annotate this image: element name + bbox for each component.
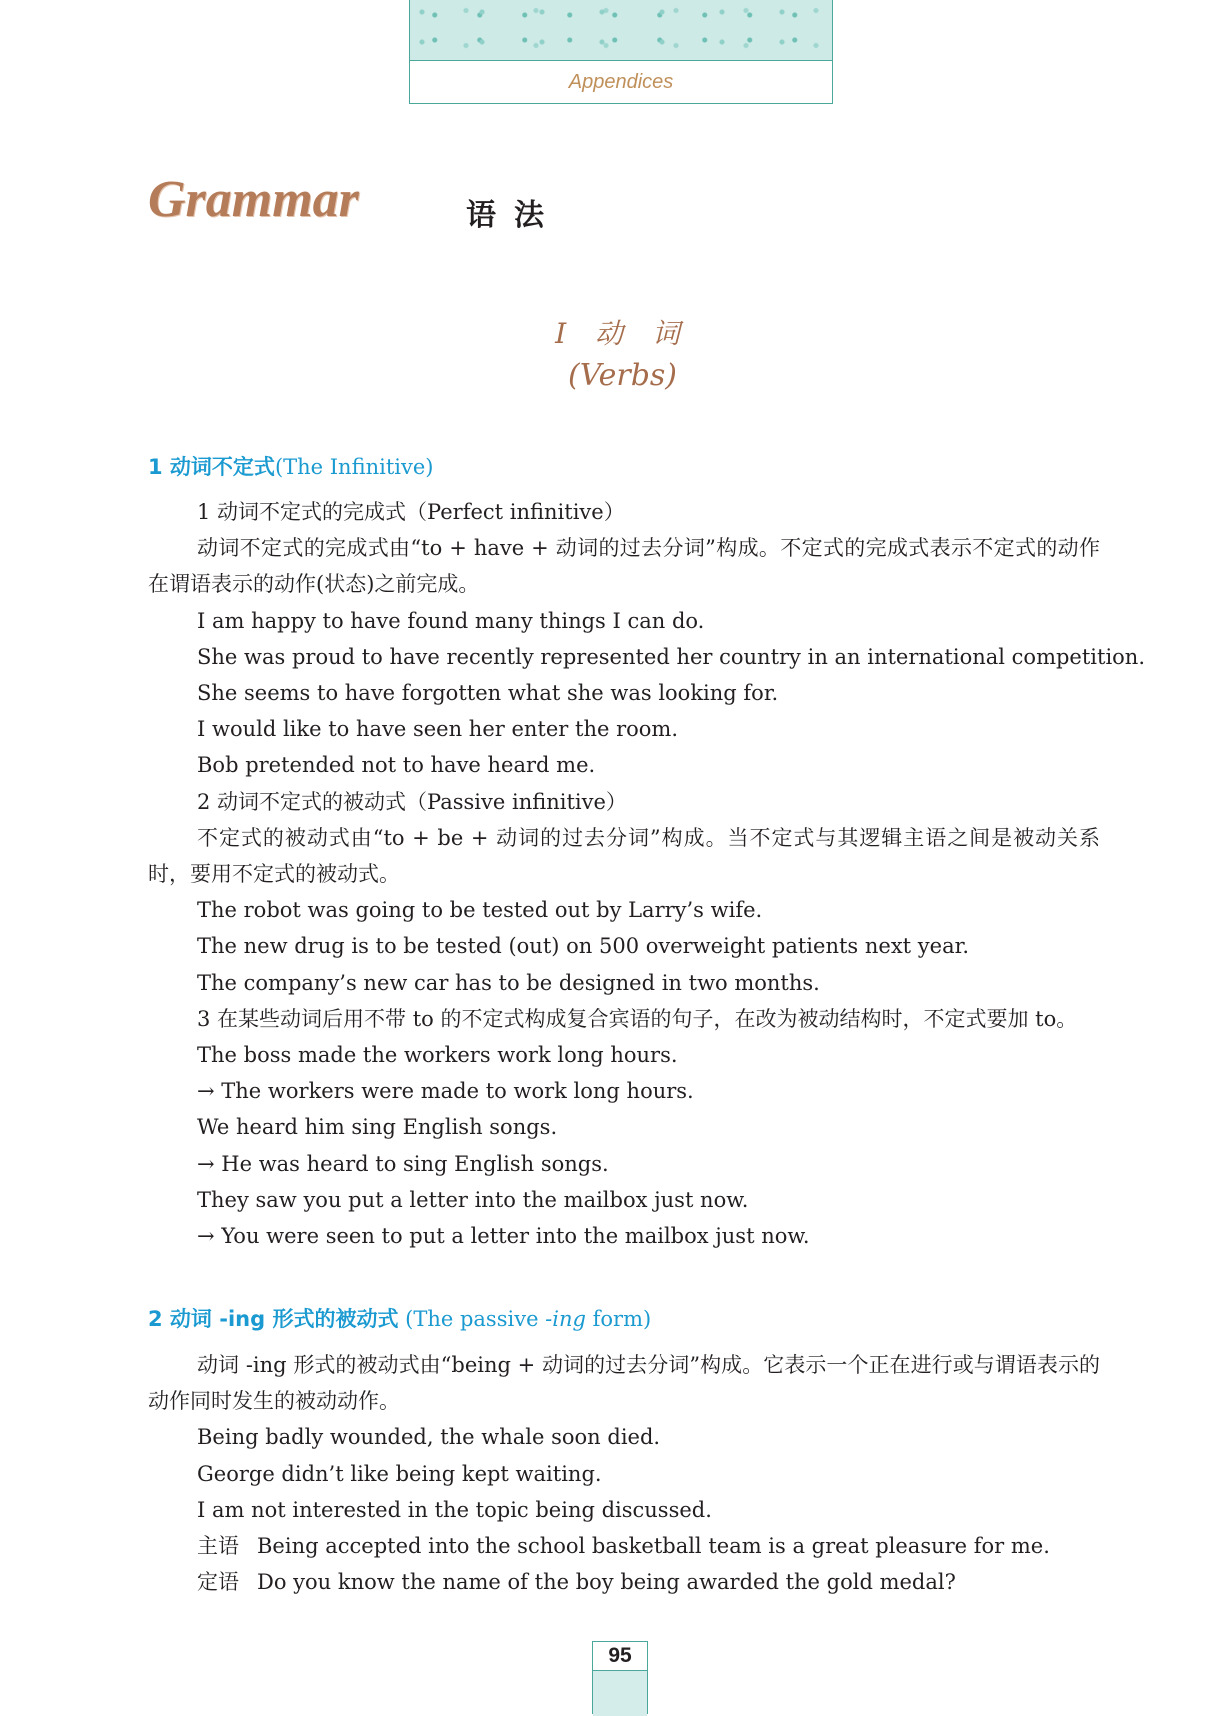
example: They saw you put a letter into the mailbox just now. [197,1187,749,1212]
example-text: Do you know the name of the boy being awarded the gold medal? [257,1570,956,1595]
example: The boss made the workers work long hours. [197,1043,678,1068]
paragraph: 动词 -ing 形式的被动式由“being + 动词的过去分词”构成。它表示一个正在进行或与谓语表示的动作同时发生的被动动作。 [148,1353,1100,1414]
example: The new drug is to be tested (out) on 500 overweight patients next year. [197,934,969,959]
page-number: 95 [593,1642,647,1671]
example: We heard him sing English songs. [197,1115,558,1140]
appendices-header [409,0,833,104]
example: → You were seen to put a letter into the mailbox just now. [197,1224,810,1249]
paragraph: 动词不定式的完成式由“to + have + 动词的过去分词”构成。不定式的完成式表示不定式的动作在谓语表示的动作(状态)之前完成。 [148,536,1100,597]
section-heading-infinitive [148,451,433,481]
section-infinitive-body [148,494,1146,1254]
heading-en: (The Infinitive) [274,455,434,479]
heading-cn: 2 动词 -ing 形式的被动式 [148,1307,399,1331]
tagged-example [148,1528,1100,1564]
heading-en-em: -ing [545,1307,586,1331]
example: The robot was going to be tested out by Larry’s wife. [197,898,763,923]
example: Bob pretended not to have heard me. [197,753,596,778]
section-passive-ing-body [148,1347,1100,1600]
grammar-title-cn: 语法 [466,198,562,233]
example: → He was heard to sing English songs. [197,1151,609,1176]
example: I am happy to have found many things I can do. [197,608,705,633]
page-number-tab [593,1671,647,1716]
part-subtitle: (Verbs) [567,358,677,393]
example: → The workers were made to work long hours. [197,1079,694,1104]
page-number-box [592,1641,648,1714]
section-heading-passive-ing [148,1303,651,1333]
tag-subject: 主语 [197,1534,239,1559]
subheading: 1 动词不定式的完成式（Perfect infinitive） [197,500,625,524]
header-label: Appendices [568,71,674,93]
paragraph: 不定式的被动式由“to + be + 动词的过去分词”构成。当不定式与其逻辑主语之间是被动关系时，要用不定式的被动式。 [148,825,1100,887]
header-pattern [410,0,832,61]
heading-en-post: form) [585,1307,652,1331]
tag-attribute: 定语 [197,1570,239,1595]
example: George didn’t like being kept waiting. [197,1461,602,1486]
heading-cn: 1 动词不定式 [148,455,275,479]
example: I am not interested in the topic being discussed. [197,1497,712,1522]
subheading: 2 动词不定式的被动式（Passive infinitive） [197,789,627,814]
grammar-title: Grammar [148,171,359,228]
example: The company’s new car has to be designed in two months. [197,970,820,995]
example: She seems to have forgotten what she was looking for. [197,681,779,706]
part-title: I 动 词 [555,317,690,350]
example: I would like to have seen her enter the room. [197,717,678,742]
heading-en-pre: (The passive [405,1307,546,1331]
example: She was proud to have recently represented her country in an international competition. [197,644,1146,669]
example: Being badly wounded, the whale soon died. [197,1425,661,1450]
example-text: Being accepted into the school basketball team is a great pleasure for me. [257,1534,1050,1559]
paragraph: 3 在某些动词后用不带 to 的不定式构成复合宾语的句子，在改为被动结构时，不定式要加 to。 [197,1006,1078,1031]
tagged-example [148,1564,1100,1600]
